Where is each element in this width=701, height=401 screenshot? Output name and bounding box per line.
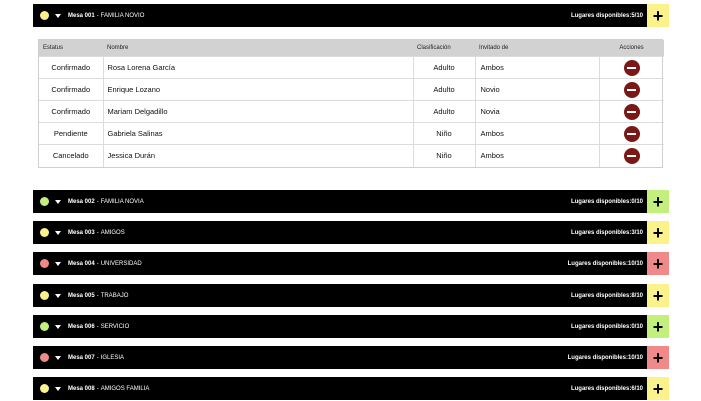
caret-down-icon[interactable] xyxy=(55,387,61,391)
guest-status: Confirmado xyxy=(39,57,103,79)
guest-classification: Niño xyxy=(413,123,475,145)
available-value: 0/10 xyxy=(631,323,643,330)
available-label: Lugares disponibles: xyxy=(570,323,632,330)
mesa-number: Mesa 002 xyxy=(68,198,95,205)
guest-invited-by: Ambos xyxy=(475,123,599,145)
table-row xyxy=(39,123,664,145)
plus-icon: + xyxy=(652,191,664,212)
mesa-group: AMIGOS xyxy=(100,229,125,236)
guest-status: Cancelado xyxy=(39,145,103,167)
caret-down-icon[interactable] xyxy=(55,294,61,298)
table-row xyxy=(39,79,664,101)
add-guest-button[interactable] xyxy=(647,284,669,307)
available-value: 6/10 xyxy=(631,385,643,392)
available-label: Lugares disponibles: xyxy=(567,354,628,361)
available-seats xyxy=(568,355,643,361)
caret-down-icon[interactable] xyxy=(55,14,61,18)
guest-classification: Adulto xyxy=(413,101,475,123)
separator: - xyxy=(96,385,99,392)
header-actions: Acciones xyxy=(599,40,664,57)
mesa-group: FAMILIA NOVIA xyxy=(100,198,144,205)
available-label: Lugares disponibles: xyxy=(570,12,632,19)
available-value: 8/10 xyxy=(631,292,643,299)
table-header-mesa-003[interactable] xyxy=(33,221,669,244)
remove-guest-button[interactable] xyxy=(624,60,640,76)
guest-name: Mariam Delgadillo xyxy=(103,101,413,123)
guest-name: Enrique Lozano xyxy=(103,79,413,101)
add-guest-button[interactable] xyxy=(647,221,669,244)
status-dot-icon xyxy=(40,384,49,393)
remove-guest-button[interactable] xyxy=(624,104,640,120)
guest-status: Pendiente xyxy=(39,123,103,145)
header-status: Estatus xyxy=(39,40,103,57)
minus-icon xyxy=(627,67,636,69)
add-guest-button[interactable] xyxy=(647,377,669,400)
plus-icon: + xyxy=(652,253,664,274)
table-row xyxy=(39,145,664,167)
header-name: Nombre xyxy=(103,40,413,57)
status-dot-icon xyxy=(40,322,49,331)
available-value: 10/10 xyxy=(627,354,643,361)
minus-icon xyxy=(627,155,636,157)
status-dot-icon xyxy=(40,259,49,268)
table-header-mesa-002[interactable] xyxy=(33,190,669,213)
table-row xyxy=(39,57,664,79)
available-seats xyxy=(571,199,643,205)
available-seats xyxy=(571,13,643,19)
guest-classification: Adulto xyxy=(413,79,475,101)
guest-invited-by: Novio xyxy=(475,79,599,101)
separator: - xyxy=(96,260,99,267)
status-dot-icon xyxy=(40,353,49,362)
minus-icon xyxy=(627,133,636,135)
add-guest-button[interactable] xyxy=(647,346,669,369)
available-value: 5/10 xyxy=(631,12,643,19)
plus-icon: + xyxy=(652,5,664,26)
available-label: Lugares disponibles: xyxy=(570,292,632,299)
table-header-mesa-008[interactable] xyxy=(33,377,669,400)
available-seats xyxy=(568,261,643,267)
mesa-group: FAMILIA NOVIO xyxy=(100,12,145,19)
mesa-group: AMIGOS FAMILIA xyxy=(100,385,150,392)
mesa-number: Mesa 007 xyxy=(68,354,95,361)
separator: - xyxy=(96,198,99,205)
separator: - xyxy=(96,12,99,19)
separator: - xyxy=(96,323,99,330)
remove-guest-button[interactable] xyxy=(624,82,640,98)
available-value: 0/10 xyxy=(631,198,643,205)
available-label: Lugares disponibles: xyxy=(570,229,632,236)
available-label: Lugares disponibles: xyxy=(567,260,628,267)
guest-classification: Adulto xyxy=(413,57,475,79)
table-header-mesa-006[interactable] xyxy=(33,315,669,338)
mesa-number: Mesa 001 xyxy=(68,12,95,19)
available-seats xyxy=(571,386,643,392)
header-invited-by: Invitado de xyxy=(475,40,599,57)
separator: - xyxy=(96,354,99,361)
guest-actions xyxy=(599,123,664,145)
available-seats xyxy=(571,324,643,330)
add-guest-button[interactable] xyxy=(647,252,669,275)
guest-actions xyxy=(599,101,664,123)
mesa-group: SERVICIO xyxy=(100,323,130,330)
guest-invited-by: Ambos xyxy=(475,57,599,79)
guest-name: Jessica Durán xyxy=(103,145,413,167)
caret-down-icon[interactable] xyxy=(55,200,61,204)
remove-guest-button[interactable] xyxy=(624,126,640,142)
table-header-mesa-001[interactable] xyxy=(33,4,669,27)
mesa-group: TRABAJO xyxy=(100,292,129,299)
mesa-group: UNIVERSIDAD xyxy=(100,260,142,267)
available-label: Lugares disponibles: xyxy=(570,385,632,392)
available-value: 10/10 xyxy=(627,260,643,267)
guest-table xyxy=(38,39,663,168)
caret-down-icon[interactable] xyxy=(55,356,61,360)
minus-icon xyxy=(627,89,636,91)
plus-icon: + xyxy=(652,222,664,243)
status-dot-icon xyxy=(40,11,49,20)
status-dot-icon xyxy=(40,291,49,300)
guest-status: Confirmado xyxy=(39,101,103,123)
plus-icon: + xyxy=(652,285,664,306)
add-guest-button[interactable] xyxy=(647,315,669,338)
mesa-number: Mesa 003 xyxy=(68,229,95,236)
header-classification: Clasificación xyxy=(413,40,475,57)
guest-name: Rosa Lorena García xyxy=(103,57,413,79)
status-dot-icon xyxy=(40,197,49,206)
mesa-group: IGLESIA xyxy=(100,354,125,361)
separator: - xyxy=(96,292,99,299)
guest-actions xyxy=(599,57,664,79)
available-seats xyxy=(571,293,643,299)
table-header-mesa-004[interactable] xyxy=(33,252,669,275)
remove-guest-button[interactable] xyxy=(624,148,640,164)
table-row xyxy=(39,101,664,123)
guest-invited-by: Ambos xyxy=(475,145,599,167)
guest-name: Gabriela Salinas xyxy=(103,123,413,145)
mesa-number: Mesa 005 xyxy=(68,292,95,299)
available-seats xyxy=(571,230,643,236)
mesa-number: Mesa 004 xyxy=(68,260,95,267)
available-value: 3/10 xyxy=(631,229,643,236)
table-header-mesa-007[interactable] xyxy=(33,346,669,369)
caret-down-icon[interactable] xyxy=(55,231,61,235)
available-label: Lugares disponibles: xyxy=(570,198,632,205)
separator: - xyxy=(96,229,99,236)
caret-down-icon[interactable] xyxy=(55,262,61,266)
mesa-number: Mesa 008 xyxy=(68,385,95,392)
guest-actions xyxy=(599,79,664,101)
guest-actions xyxy=(599,145,664,167)
plus-icon: + xyxy=(652,378,664,399)
guest-table-header xyxy=(39,40,664,57)
mesa-number: Mesa 006 xyxy=(68,323,95,330)
guest-invited-by: Novia xyxy=(475,101,599,123)
add-guest-button[interactable] xyxy=(647,4,669,27)
status-dot-icon xyxy=(40,228,49,237)
add-guest-button[interactable] xyxy=(647,190,669,213)
guest-status: Confirmado xyxy=(39,79,103,101)
guest-classification: Niño xyxy=(413,145,475,167)
plus-icon: + xyxy=(652,347,664,368)
plus-icon: + xyxy=(652,316,664,337)
table-header-mesa-005[interactable] xyxy=(33,284,669,307)
caret-down-icon[interactable] xyxy=(55,325,61,329)
minus-icon xyxy=(627,111,636,113)
